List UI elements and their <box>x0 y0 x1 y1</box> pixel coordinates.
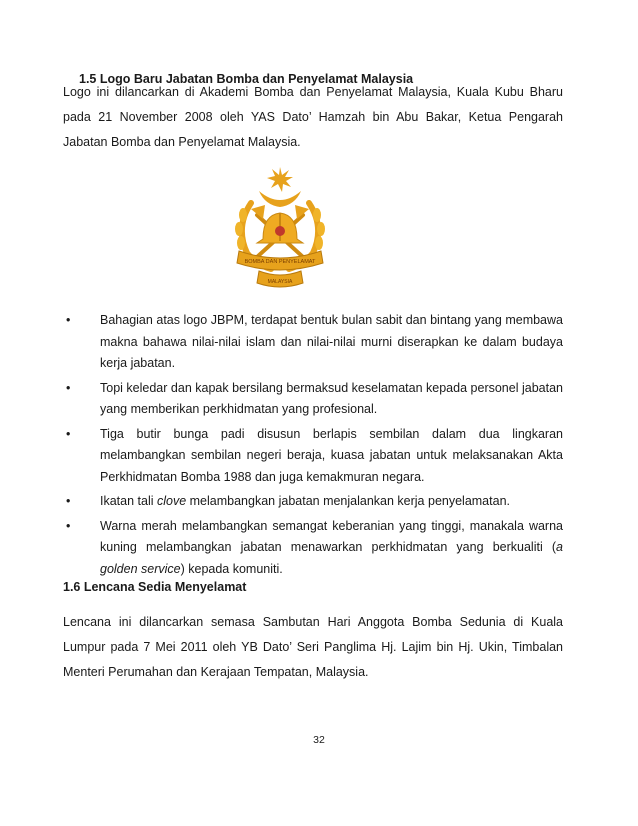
section-1-6-heading: 1.6 Lencana Sedia Menyelamat <box>63 580 247 594</box>
list-item: • Bahagian atas logo JBPM, terdapat bentuk bulan sabit dan bintang yang membawa makna bahawa nilai-nilai islam dan nilai-nilai murni diserapkan ke dalam budaya kerja jabatan. <box>66 313 563 370</box>
page-number: 32 <box>313 734 325 746</box>
bomba-emblem-icon <box>229 165 331 291</box>
section-1-5-paragraph: Logo ini dilancarkan di Akademi Bomba dan Penyelamat Malaysia, Kuala Kubu Bharu pada 21 November 2008 oleh YAS Dato’ Hamzah bin Abu Bakar, Ketua Pengarah Jabatan Bomba dan Penyelamat Malaysia. <box>63 85 563 149</box>
emblem-scroll-text: MALAYSIA <box>267 279 293 285</box>
section-1-6-paragraph: Lencana ini dilancarkan semasa Sambutan Hari Anggota Bomba Sedunia di Kuala Lumpur pada 7 Mei 2011 oleh YB Dato’ Seri Panglima Hj. Lajim bin Hj. Ukin, Timbalan Menteri Perumahan dan Kerajaan Tempatan, Malaysia. <box>63 615 563 679</box>
logo-meaning-list <box>63 310 563 583</box>
section-1-5-heading: 1.5 Logo Baru Jabatan Bomba dan Penyelamat Malaysia <box>79 72 414 86</box>
list-item: • Ikatan tali clove melambangkan jabatan menjalankan kerja penyelamatan. <box>66 494 510 508</box>
list-item: • Warna merah melambangkan semangat keberanian yang tinggi, manakala warna kuning melambangkan jabatan menawarkan perkhidmatan yang berkualiti (a golden service) kepada komuniti. <box>66 518 563 576</box>
emblem-ribbon-text: BOMBA DAN PENYELAMAT <box>244 259 316 265</box>
list-item: • Topi keledar dan kapak bersilang bermaksud keselamatan kepada personel jabatan yang memberikan perkhidmatan yang profesional. <box>66 380 563 416</box>
list-item: • Tiga butir bunga padi disusun berlapis sembilan dalam dua lingkaran melambangkan sembilan negeri beraja, kuasa jabatan untuk melaksanakan Akta Perkhidmatan Bomba 1988 dan juga kemakmuran negara. <box>66 426 563 484</box>
